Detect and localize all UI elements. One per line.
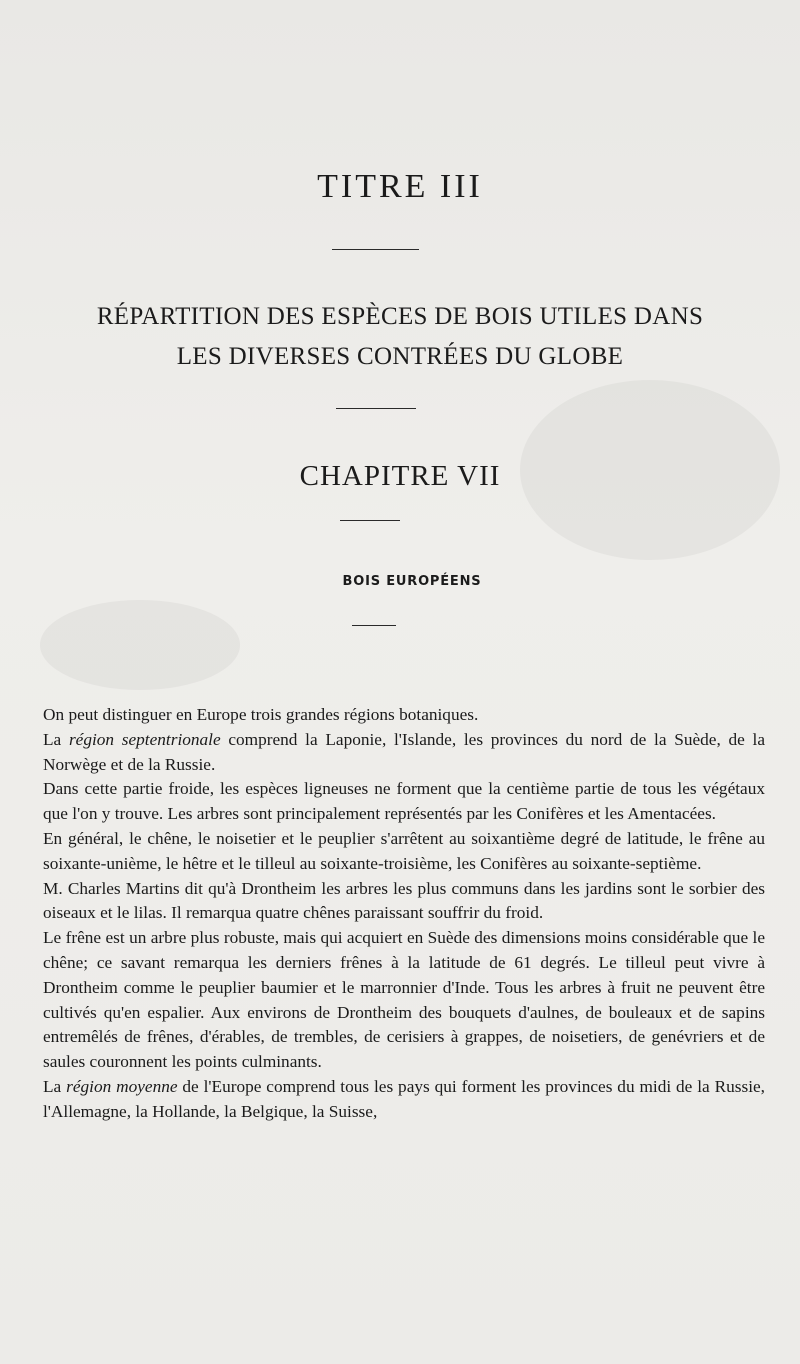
paragraph: Dans cette partie froide, les espèces ligneuses ne forment que la centième partie de tous les végétaux que l'on y trouve. Les arbres sont principalement représentés par les Conifères et les Amentacées. — [43, 779, 765, 824]
divider-rule — [332, 249, 419, 250]
body-text — [43, 703, 765, 1125]
paragraph: On peut distinguer en Europe trois grandes régions botaniques. — [43, 705, 479, 724]
titre-heading: TITRE III — [317, 168, 483, 205]
chapter-heading: CHAPITRE VII — [299, 460, 501, 492]
divider-rule — [340, 520, 400, 521]
paragraph: En général, le chêne, le noisetier et le peuplier s'arrêtent au soixantième degré de latitude, le frêne au soixante-unième, le hêtre et le tilleul au soixante-troisième, les Conifères au soixante-septième. — [43, 828, 765, 873]
paragraph: La région septentrionale comprend la Laponie, l'Islande, les provinces du nord de la Suède, de la Norwège et de la Russie. — [43, 729, 765, 774]
part-heading-line-1: RÉPARTITION DES ESPÈCES DE BOIS UTILES DANS — [96, 303, 704, 330]
section-subtitle: BOIS EUROPÉENS — [342, 574, 482, 589]
page-stain — [40, 600, 240, 690]
part-heading-line-2: LES DIVERSES CONTRÉES DU GLOBE — [176, 343, 624, 370]
divider-rule — [352, 625, 396, 626]
paragraph: M. Charles Martins dit qu'à Drontheim les arbres les plus communs dans les jardins sont le sorbier des oiseaux et le lilas. Il remarqua quatre chênes paraissant souffrir du froid. — [43, 878, 765, 923]
paragraph: Le frêne est un arbre plus robuste, mais qui acquiert en Suède des dimensions moins considérable que le chêne; ce savant remarqua les derniers frênes à la latitude de 61 degrés. Le tilleul peut vivre à Drontheim comme le peuplier baumier et le marronnier d'Inde. Tous les arbres à fruit ne peuvent être cultivés qu'en espalier. Aux environs de Drontheim des bouquets d'aulnes, de bouleaux et de sapins entremêlés de frênes, d'érables, de trembles, de cerisiers à grappes, de noisetiers, de genévriers et de saules couronnent les points culminants. — [43, 928, 765, 1072]
divider-rule — [336, 408, 416, 409]
paragraph: La région moyenne de l'Europe comprend tous les pays qui forment les provinces du midi de la Russie, l'Allemagne, la Hollande, la Belgique, la Suisse, — [43, 1076, 765, 1121]
